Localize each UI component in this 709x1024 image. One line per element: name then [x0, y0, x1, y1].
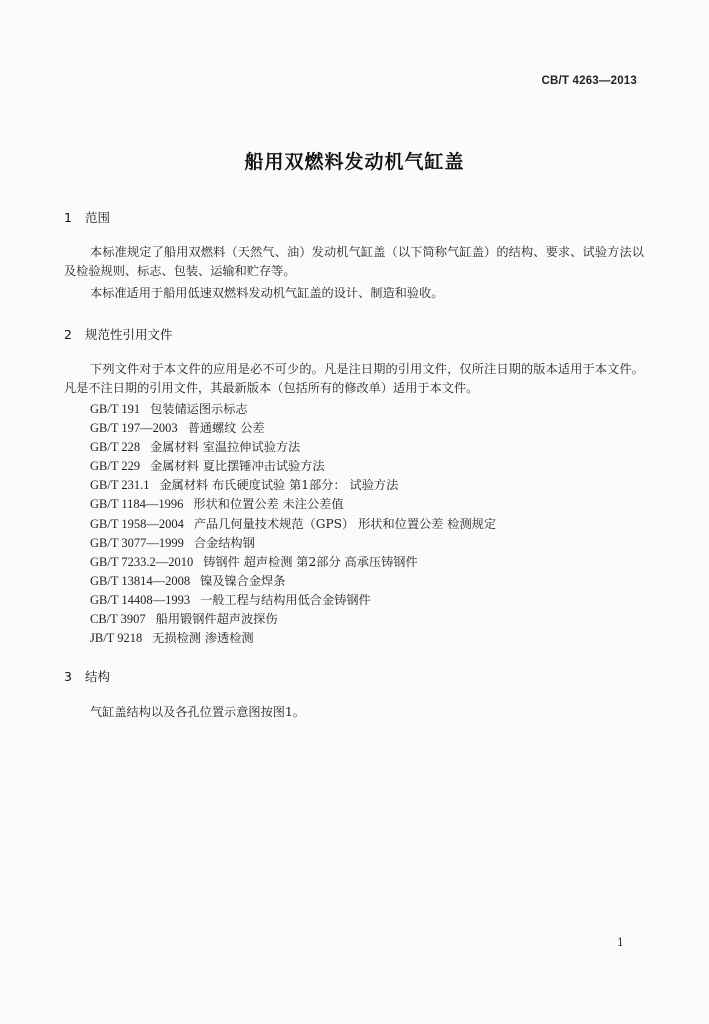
reference-title: 船用锻钢件超声波探伤 [155, 612, 278, 627]
reference-code: GB/T 1184—1996 [90, 497, 184, 512]
reference-title: 金属材料 室温拉伸试验方法 [150, 440, 301, 455]
reference-item [90, 457, 496, 476]
reference-code: GB/T 228 [90, 440, 141, 455]
reference-code: CB/T 3907 [90, 612, 146, 627]
reference-title: 普通螺纹 公差 [187, 421, 265, 436]
section-2-paragraph-1: 下列文件对于本文件的应用是必不可少的。凡是注日期的引用文件，仅所注日期的版本适用于本文件。凡是不注日期的引用文件，其最新版本（包括所有的修改单）适用于本文件。 [64, 362, 644, 395]
section-title: 规范性引用文件 [85, 327, 173, 342]
reference-code: GB/T 3077—1999 [90, 535, 184, 550]
section-1-paragraph-1: 本标准规定了船用双燃料（天然气、油）发动机气缸盖（以下简称气缸盖）的结构、要求、试验方法以及检验规则、标志、包装、运输和贮存等。 [64, 245, 644, 278]
reference-title: 铸钢件 超声检测 第2部分 高承压铸钢件 [203, 554, 418, 569]
document-title: 船用双燃料发动机气缸盖 [244, 151, 465, 173]
reference-item [90, 515, 496, 534]
reference-code: GB/T 197—2003 [90, 421, 178, 436]
reference-code: GB/T 1958—2004 [90, 516, 184, 531]
section-2-heading [64, 325, 173, 343]
reference-item [90, 438, 496, 457]
reference-item [90, 400, 496, 419]
reference-item [90, 629, 496, 648]
reference-item [90, 572, 496, 591]
reference-title: 形状和位置公差 未注公差值 [193, 497, 344, 512]
reference-item [90, 534, 496, 553]
reference-code: GB/T 13814—2008 [90, 573, 191, 588]
section-1-paragraph-2: 本标准适用于船用低速双燃料发动机气缸盖的设计、制造和验收。 [90, 286, 444, 300]
reference-title: 镍及镍合金焊条 [200, 573, 286, 588]
reference-title: 包装储运图示标志 [150, 402, 248, 416]
reference-item [90, 591, 496, 610]
section-title: 范围 [85, 210, 111, 225]
section-1-heading [64, 208, 110, 226]
reference-code: JB/T 9218 [90, 631, 143, 646]
reference-item [90, 476, 496, 495]
section-title: 结构 [85, 669, 111, 684]
reference-code: GB/T 14408—1993 [90, 592, 191, 607]
reference-code: GB/T 231.1 [90, 478, 150, 493]
section-3-heading [64, 667, 110, 685]
reference-title: 合金结构钢 [193, 535, 255, 550]
reference-code: GB/T 7233.2—2010 [90, 554, 194, 569]
standard-code: CB/T 4263—2013 [541, 75, 637, 87]
reference-title: 产品几何量技术规范（GPS） 形状和位置公差 检测规定 [193, 516, 497, 531]
section-number: 3 [64, 669, 72, 684]
reference-item [90, 495, 496, 514]
page-number: 1 [617, 936, 624, 949]
reference-item [90, 610, 496, 629]
section-number: 1 [64, 210, 72, 225]
section-number: 2 [64, 327, 72, 342]
reference-item [90, 553, 496, 572]
reference-title: 一般工程与结构用低合金铸钢件 [200, 592, 371, 607]
reference-title: 金属材料 夏比摆锤冲击试验方法 [150, 459, 325, 474]
normative-references-list [90, 400, 496, 648]
reference-code: GB/T 191 [90, 402, 141, 416]
reference-item [90, 419, 496, 438]
reference-code: GB/T 229 [90, 459, 141, 474]
reference-title: 无损检测 渗透检测 [152, 631, 254, 646]
section-3-paragraph-1: 气缸盖结构以及各孔位置示意图按图1。 [90, 705, 305, 719]
reference-title: 金属材料 布氏硬度试验 第1部分： 试验方法 [159, 478, 399, 493]
